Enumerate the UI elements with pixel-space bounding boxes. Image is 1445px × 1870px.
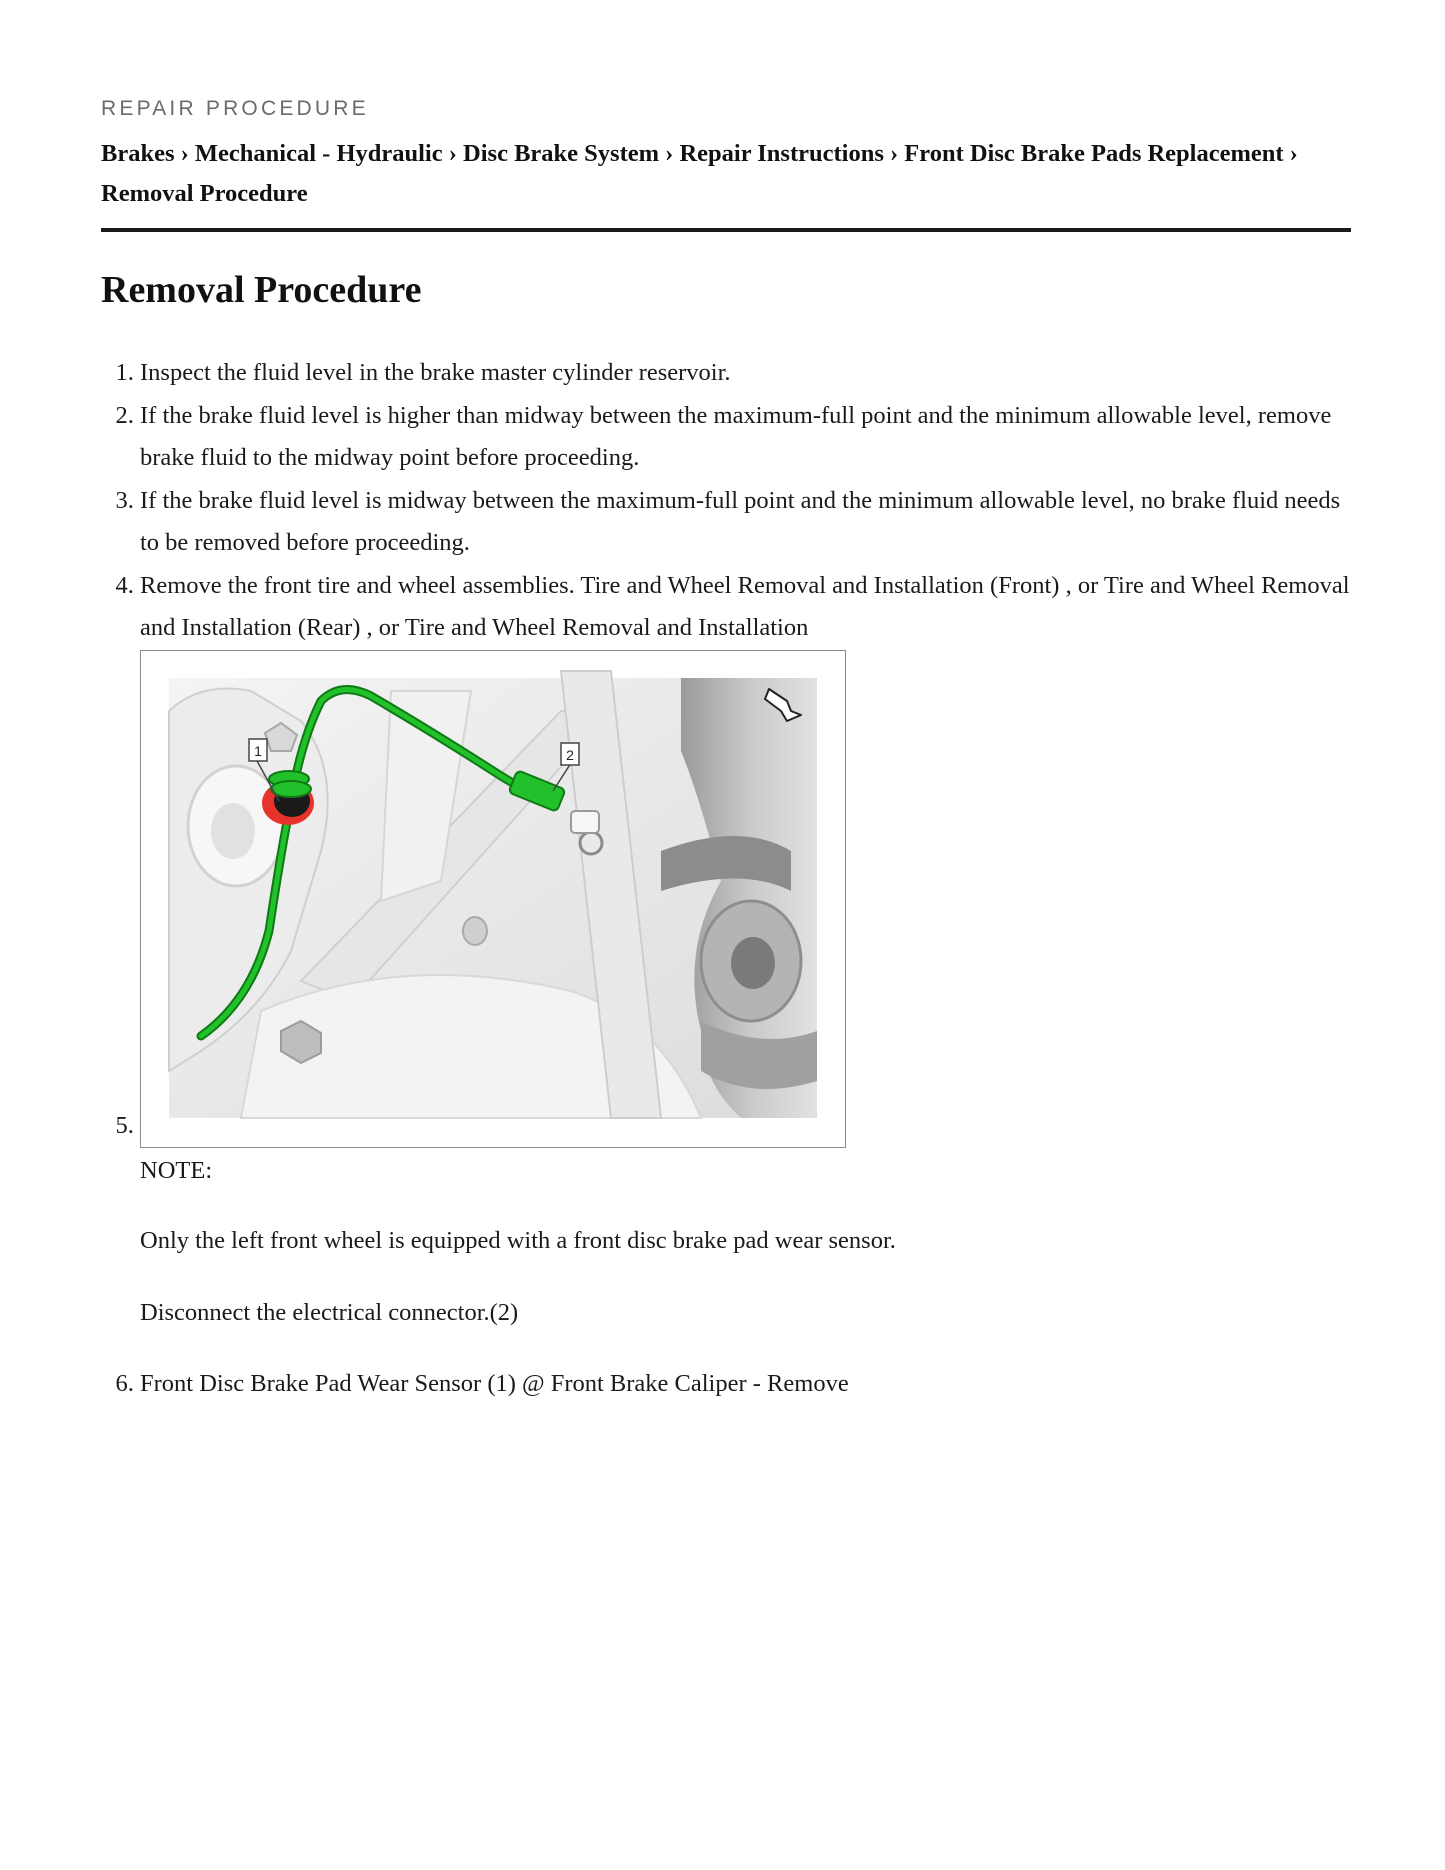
figure-wrapper [140, 650, 846, 1148]
breadcrumb-separator: › [1289, 140, 1298, 167]
step-5 [140, 650, 1351, 1335]
step-5-action: Disconnect the electrical connector.(2) [140, 1299, 519, 1326]
header-divider [101, 228, 1351, 232]
breadcrumb [101, 134, 1351, 214]
step-3: 3. If the brake fluid level is midway between the maximum-full point and the minimum allowable level, no brake fluid needs to be removed before proceeding. [140, 480, 1351, 565]
breadcrumb-item-mechanical-hydraulic[interactable]: Mechanical - Hydraulic [194, 140, 443, 167]
breadcrumb-separator: › [180, 140, 189, 167]
breadcrumb-item-repair-instructions[interactable]: Repair Instructions [679, 140, 884, 167]
illustration-background [169, 671, 817, 1118]
svg-text:2: 2 [566, 746, 574, 763]
breadcrumb-item-front-disc-brake-pads-replacement[interactable]: Front Disc Brake Pads Replacement [904, 140, 1284, 167]
section-kicker: REPAIR PROCEDURE [101, 97, 369, 120]
breadcrumb-separator: › [890, 140, 899, 167]
wear-sensor-illustration[interactable] [140, 650, 846, 1148]
step-1: 1. Inspect the fluid level in the brake master cylinder reservoir. [140, 352, 1351, 395]
page-title: Removal Procedure [101, 269, 422, 311]
note-label: NOTE: [140, 1156, 213, 1184]
breadcrumb-item-brakes[interactable]: Brakes [101, 140, 175, 167]
step-5-content [140, 1150, 1351, 1335]
breadcrumb-item-disc-brake-system[interactable]: Disc Brake System [463, 140, 660, 167]
note-text: Only the left front wheel is equipped with a front disc brake pad wear sensor. [140, 1226, 896, 1254]
breadcrumb-separator: › [448, 140, 457, 167]
step-6: 6. Front Disc Brake Pad Wear Sensor (1) @ Front Brake Caliper - Remove [140, 1363, 1351, 1406]
step-4: 4. Remove the front tire and wheel assemblies. Tire and Wheel Removal and Installation (Front) , or Tire and Wheel Removal and Installation (Rear) , or Tire and Wheel Removal and Installation [140, 565, 1351, 650]
document-page [101, 96, 1351, 1405]
procedure-steps [101, 352, 1351, 1405]
svg-text:1: 5. 1 [254, 742, 262, 759]
step-2: 2. If the brake fluid level is higher than midway between the maximum-full point and the minimum allowable level, remove brake fluid to the midway point before proceeding. [140, 395, 1351, 480]
breadcrumb-separator: › [665, 140, 674, 167]
breadcrumb-item-removal-procedure[interactable]: Removal Procedure [101, 180, 308, 207]
